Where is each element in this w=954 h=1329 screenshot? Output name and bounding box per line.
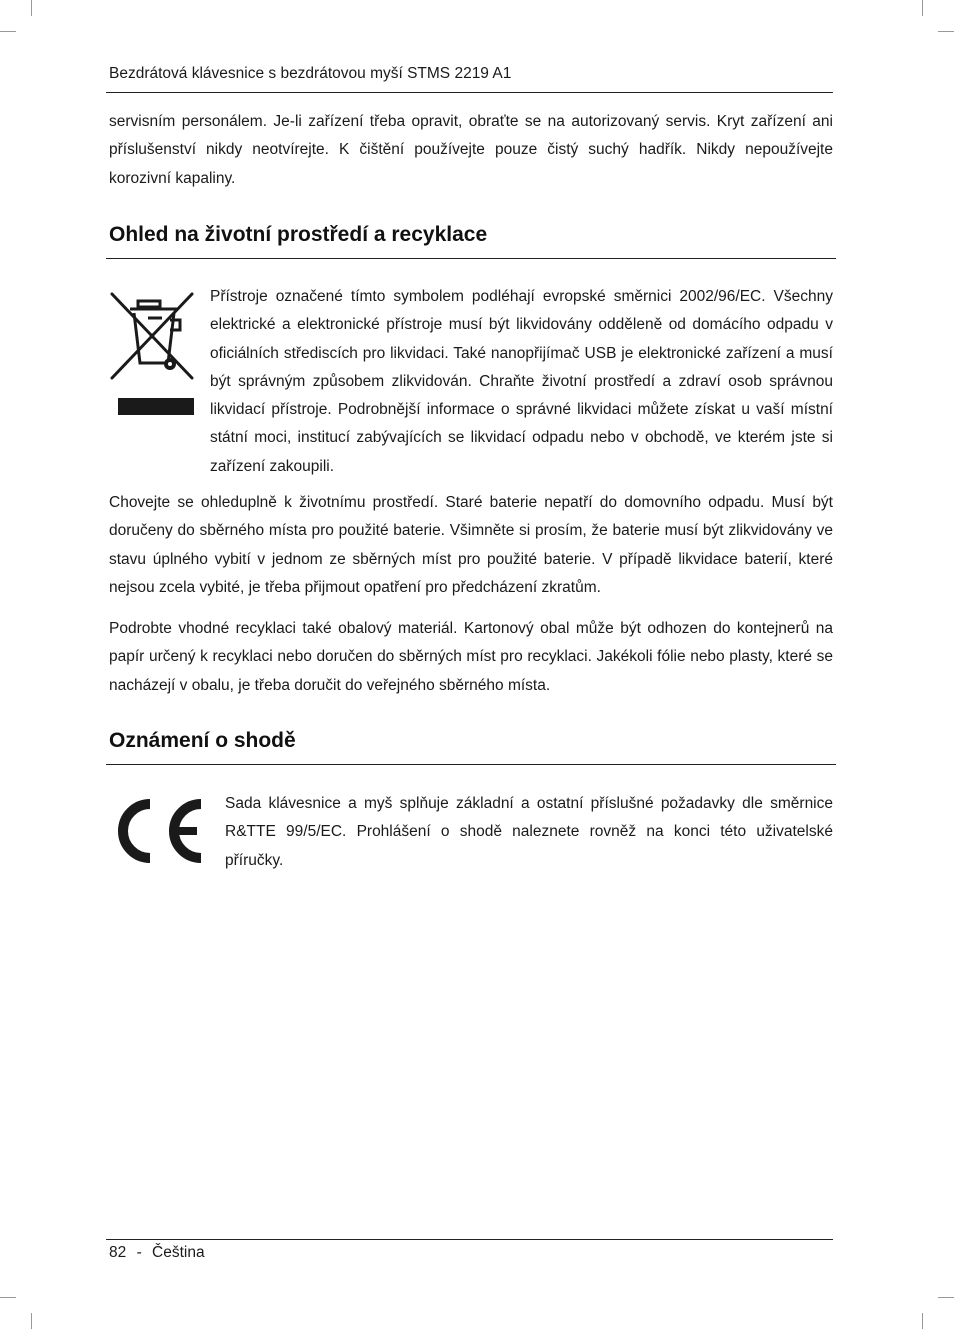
crop-mark <box>938 1297 954 1298</box>
crop-mark <box>0 1297 16 1298</box>
conformity-paragraph: Sada klávesnice a myš splňuje základní a ostatní příslušné požadavky dle směrnice R&TTE 99/5/EC. Prohlášení o shodě naleznete rovněž na konci této uživatelské příručky. <box>225 795 833 869</box>
section-heading-conformity: Oznámení o shodě <box>109 729 296 752</box>
footer-rule <box>106 1239 833 1240</box>
packaging-paragraph: Podrobte vhodné recyklaci také obalový materiál. Kartonový obal může být odhozen do kontejnerů na papír určený k recyklaci nebo doručen do sběrných míst pro recyklaci. Jakékoli fólie nebo plasty, které se nacházejí v obalu, je třeba doručit do veřejného sběrného místa. <box>109 620 833 694</box>
page-number: 82 <box>109 1244 127 1261</box>
crop-mark <box>31 1313 32 1329</box>
intro-paragraph: servisním personálem. Je-li zařízení třeba opravit, obraťte se na autorizovaný servis. Kryt zařízení ani příslušenství nikdy neotvírejte. K čištění používejte pouze čistý suchý hadřík. Nikdy nepoužívejte korozivní kapaliny. <box>109 113 833 187</box>
footer-separator: - <box>136 1244 142 1261</box>
crop-mark <box>922 0 923 16</box>
section-rule <box>106 764 836 765</box>
battery-paragraph: Chovejte se ohleduplně k životnímu prostředí. Staré baterie nepatří do domovního odpadu. Musí být doručeny do sběrného místa pro použité baterie. Všimněte si prosím, že baterie musí být zlikvidovány ve stavu úplného vybití v jednom ze sběrných míst pro použité baterie. V případě likvidace baterií, které nejsou zcela vybité, je třeba přijmout opatření pro předcházení zkratům. <box>109 494 833 596</box>
section-heading-environment: Ohled na životní prostředí a recyklace <box>109 223 488 246</box>
section-rule <box>106 258 836 259</box>
crop-mark <box>922 1313 923 1329</box>
page-footer <box>109 1242 205 1264</box>
crop-mark <box>0 31 16 32</box>
crossed-out-wheelie-bin-icon <box>108 290 198 418</box>
weee-paragraph: Přístroje označené tímto symbolem podléhají evropské směrnici 2002/96/EC. Všechny elektrické a elektronické přístroje musí být likvidovány odděleně od domácího odpadu v oficiálních střediscích pro likvidaci. Také nanopřijímač USB je elektronické zařízení a musí být správným způsobem zlikvidován. Chraňte životní prostředí a zdraví osob správnou likvidací přístroje. Podrobnější informace o správné likvidaci můžete získat u vaší místní státní moci, institucí zabývajících se likvidací odpadu nebo v obchodě, ve kterém jste si zařízení zakoupili. <box>210 288 833 475</box>
crop-mark <box>31 0 32 16</box>
header-rule <box>106 92 833 93</box>
crop-mark <box>938 31 954 32</box>
ce-mark-icon <box>109 797 209 865</box>
running-header: Bezdrátová klávesnice s bezdrátovou myší STMS 2219 A1 <box>109 65 512 82</box>
footer-language: Čeština <box>152 1244 205 1261</box>
